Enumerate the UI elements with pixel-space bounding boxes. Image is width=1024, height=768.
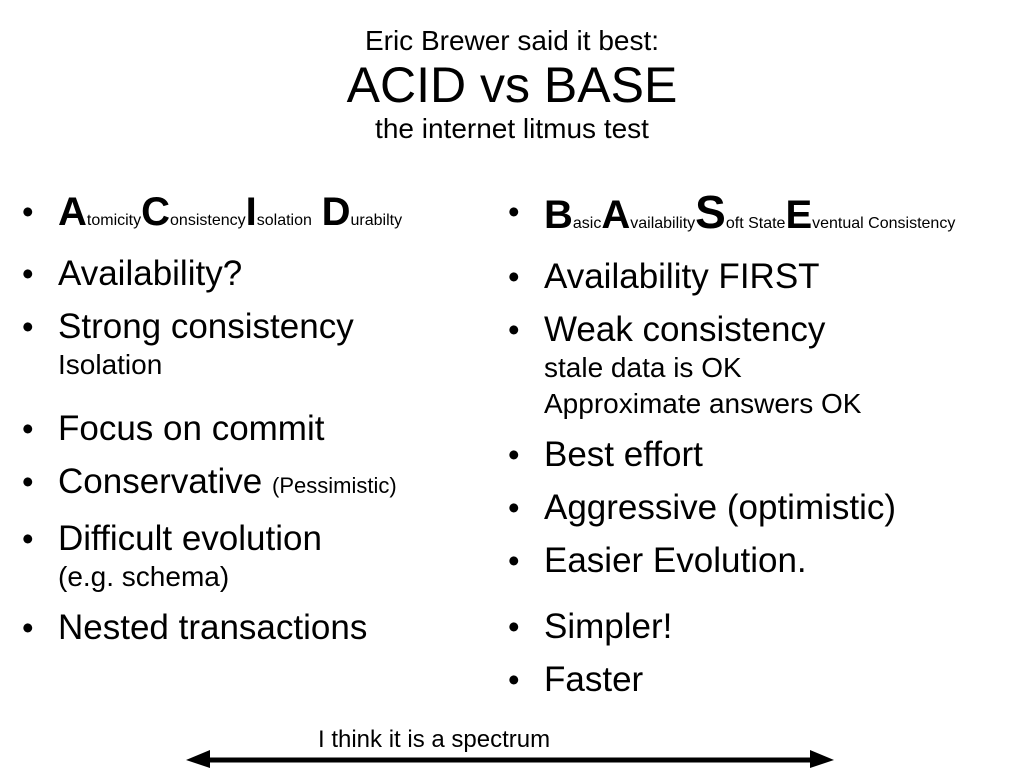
acid-item-focus-commit: • Focus on commit — [14, 409, 494, 449]
acid-column — [14, 192, 494, 661]
acronym-letter-s: S — [695, 192, 726, 238]
acronym-letter-e: E — [785, 193, 813, 237]
base-item-best-effort: • Best effort — [500, 435, 1024, 475]
title-subtitle: the internet litmus test — [375, 113, 649, 144]
acronym-rest-atomicity: tomicity — [86, 212, 142, 229]
base-item-aggressive: • Aggressive (optimistic) — [500, 488, 1024, 528]
acid-item-strong-consistency: • Strong consistency Isolation — [14, 307, 494, 383]
acronym-letter-a: A — [58, 190, 87, 234]
acronym-rest-basic: asic — [572, 215, 602, 232]
base-item-simpler: • Simpler! — [500, 607, 1024, 647]
base-item-approximate-sub: Approximate answers OK — [544, 388, 862, 419]
acronym-rest-eventual-consistency: ventual Consistency — [812, 215, 956, 232]
base-item-availability-first: • Availability FIRST — [500, 257, 1024, 297]
acid-item-difficult-evolution: • Difficult evolution (e.g. schema) — [14, 519, 494, 595]
acronym-rest-isolation: solation — [256, 212, 312, 229]
base-item-faster: • Faster — [500, 660, 1024, 700]
acronym-rest-consistency: onsistency — [170, 212, 246, 229]
acronym-letter-a: A — [601, 193, 631, 237]
title-block — [0, 24, 1024, 146]
spectrum-note: I think it is a spectrum — [318, 726, 551, 753]
acronym-letter-b: B — [544, 193, 573, 237]
acronym-letter-c: C — [141, 190, 171, 234]
base-item-weak-consistency: • Weak consistency stale data is OK Approximate answers OK — [500, 310, 1024, 422]
acid-acronym-item — [14, 192, 494, 241]
base-item-easier-evolution: • Easier Evolution. — [500, 541, 1024, 581]
acid-item-conservative: • Conservative (Pessimistic) — [14, 462, 494, 506]
acronym-rest-availability: vailability — [630, 215, 696, 232]
base-acronym-item — [500, 192, 1024, 244]
acronym-letter-d: D — [321, 190, 351, 234]
spectrum-double-arrow — [180, 746, 840, 768]
acid-item-pessimistic-note: (Pessimistic) — [272, 473, 397, 498]
acid-item-isolation-sub: Isolation — [58, 349, 163, 380]
base-column — [500, 192, 1024, 713]
acid-item-schema-sub: (e.g. schema) — [58, 561, 230, 592]
title-line-1: Eric Brewer said it best: — [364, 25, 660, 56]
acid-item-availability: • Availability? — [14, 254, 494, 294]
acid-item-nested-transactions: • Nested transactions — [14, 608, 494, 648]
acronym-rest-soft-state: oft State — [725, 215, 786, 232]
base-item-stale-data-sub: stale data is OK — [544, 352, 742, 383]
title-main: ACID vs BASE — [346, 57, 678, 113]
acronym-rest-durability: urabilty — [350, 212, 403, 229]
acronym-letter-i: I — [245, 190, 257, 234]
